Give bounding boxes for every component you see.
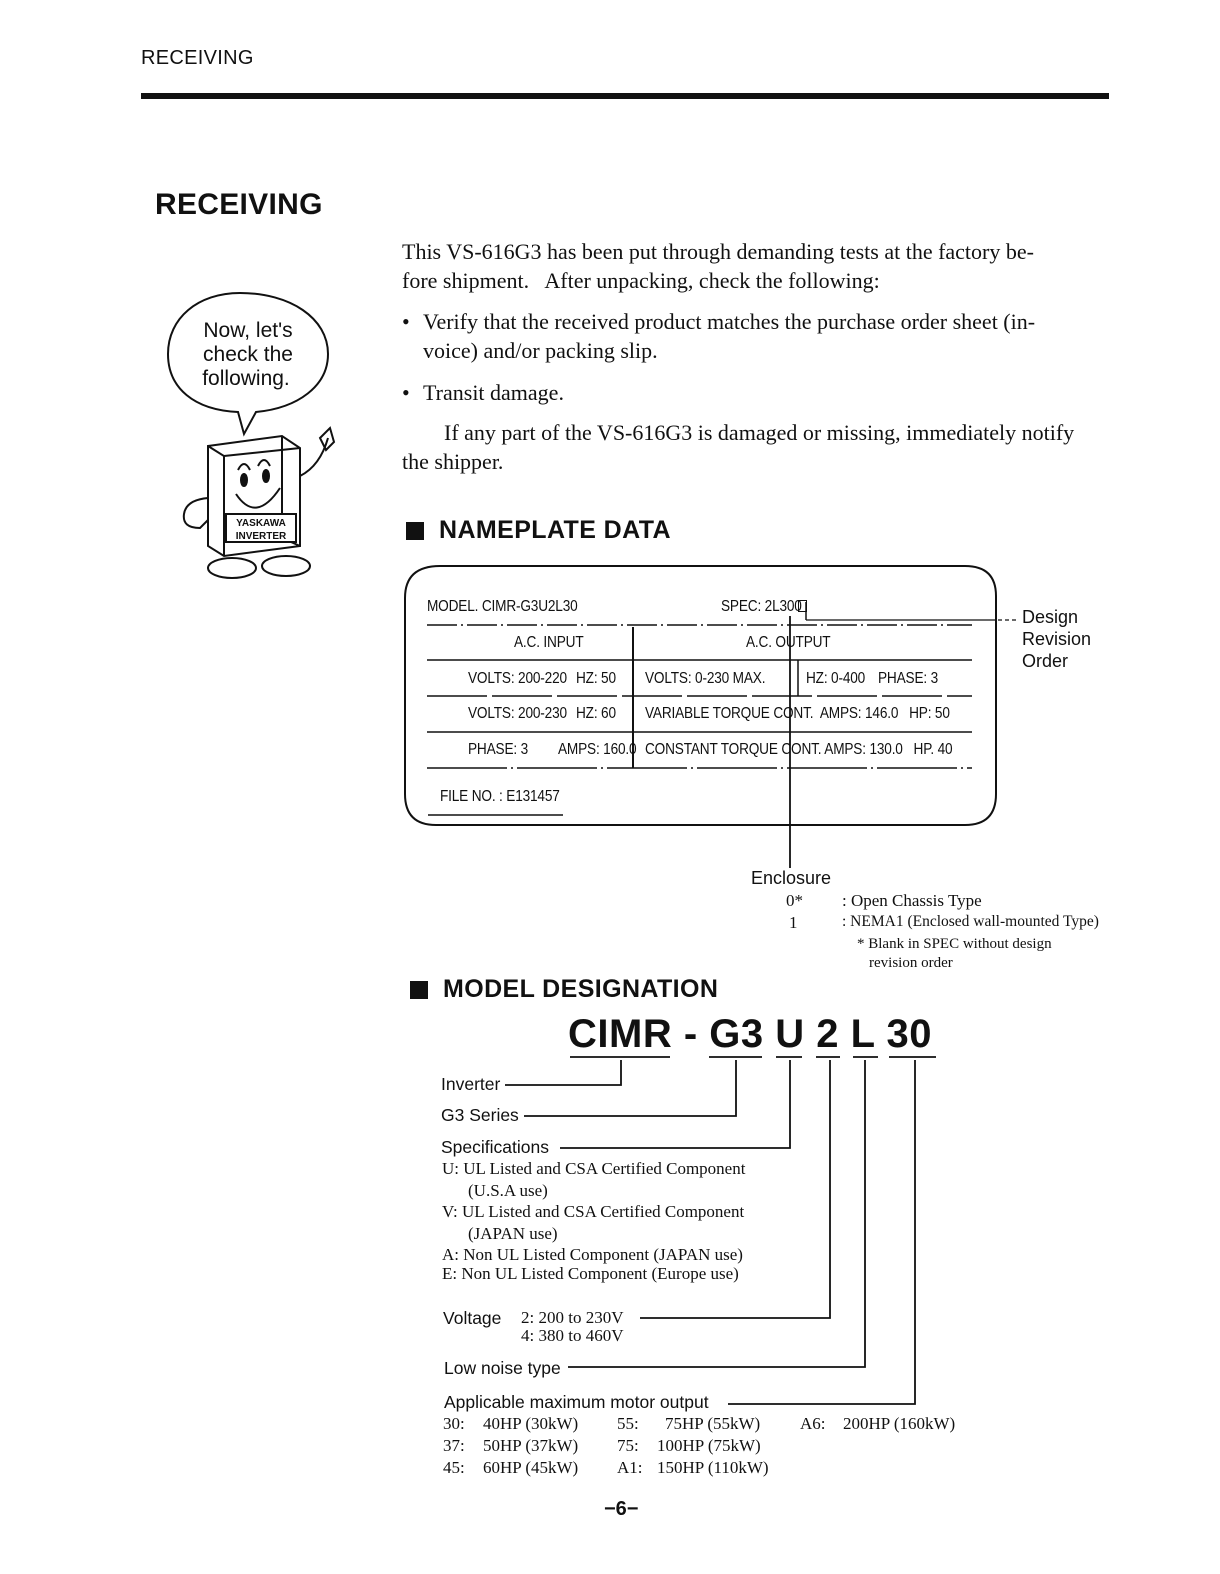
design-line-3: Order — [1022, 651, 1069, 671]
enclosure-desc-0: : Open Chassis Type — [842, 891, 982, 910]
np-row2-in-hz: HZ: 60 — [576, 705, 616, 722]
np-spec: SPEC: 2L300 — [721, 598, 802, 615]
np-row1-out-hz: HZ: 0-400 — [806, 670, 866, 687]
np-row1-in-hz: HZ: 50 — [576, 670, 616, 687]
np-row1-out-volts: VOLTS: 0-230 MAX. — [645, 670, 766, 687]
np-ac-input: A.C. INPUT — [514, 634, 584, 651]
specifications-label: Specifications — [441, 1137, 549, 1157]
speech-line-3: following. — [202, 367, 290, 390]
code-part-cimr: CIMR — [568, 1012, 673, 1056]
design-line-1: Design — [1022, 607, 1079, 627]
np-row3-in-phase: PHASE: 3 — [468, 741, 529, 758]
enclosure-code-1: 1 — [789, 913, 798, 932]
notice-line-1: If any part of the VS-616G3 is damaged or missing, immediately notify — [444, 420, 1075, 445]
intro-line-1: This VS-616G3 has been put through demanding tests at the factory be- — [402, 239, 1034, 264]
output-code: 30: — [443, 1414, 465, 1433]
list-item: • Transit damage. — [402, 380, 564, 405]
np-row2-in-volts: VOLTS: 200-230 — [468, 705, 567, 722]
code-part-g3: G3 — [709, 1012, 764, 1056]
np-row1-out-phase: PHASE: 3 — [878, 670, 939, 687]
page-title: RECEIVING — [155, 188, 323, 221]
speech-line-2: check the — [203, 343, 293, 366]
code-part-dash: - — [683, 1012, 698, 1056]
spec-u-line-2: (U.S.A use) — [468, 1181, 548, 1200]
code-part-voltage: 2 — [816, 1012, 840, 1056]
code-part-low-noise: L — [850, 1012, 875, 1056]
page-number: −6− — [604, 1498, 639, 1520]
spec-u-line-1: U: UL Listed and CSA Certified Component — [442, 1159, 746, 1178]
bullet-1-line-1: Verify that the received product matches the purchase order sheet (in- — [423, 309, 1036, 334]
np-ac-output: A.C. OUTPUT — [746, 634, 831, 651]
badge-line-2: INVERTER — [235, 531, 287, 542]
code-part-spec: U — [775, 1012, 805, 1056]
output-value: 200HP (160kW) — [843, 1414, 956, 1433]
enclosure-title: Enclosure — [751, 868, 832, 888]
np-row3-in-amps: AMPS: 160.0 — [558, 741, 637, 758]
list-item: • Verify that the received product matches the purchase order sheet (in- voice) and/or packing slip. — [402, 309, 1036, 363]
output-code: 45: — [443, 1458, 465, 1477]
intro-line-2: fore shipment. After unpacking, check the following: — [402, 268, 880, 293]
enclosure-desc-1: : NEMA1 (Enclosed wall-mounted Type) — [842, 913, 1099, 930]
np-model: MODEL. CIMR-G3U2L30 — [427, 598, 578, 615]
nameplate-heading: NAMEPLATE DATA — [406, 516, 671, 545]
output-value: 150HP (110kW) — [657, 1458, 769, 1477]
output-value: 60HP (45kW) — [483, 1458, 579, 1477]
max-output-label: Applicable maximum motor output — [444, 1392, 709, 1412]
output-code: 55: — [617, 1414, 639, 1433]
output-value: 50HP (37kW) — [483, 1436, 579, 1455]
output-value: 100HP (75kW) — [657, 1436, 761, 1455]
bullet-1-line-2: voice) and/or packing slip. — [423, 338, 658, 363]
enclosure-note-line-1: * Blank in SPEC without design — [857, 936, 1052, 952]
spec-e-line: E: Non UL Listed Component (Europe use) — [442, 1264, 739, 1283]
badge-line-1: YASKAWA — [236, 518, 286, 529]
speech-line-1: Now, let's — [203, 319, 293, 342]
low-noise-label: Low noise type — [444, 1358, 561, 1378]
design-line-2: Revision — [1022, 629, 1092, 649]
spec-a-line: A: Non UL Listed Component (JAPAN use) — [442, 1245, 743, 1264]
output-code: 37: — [443, 1436, 465, 1455]
model-designation-heading: MODEL DESIGNATION — [410, 975, 718, 1004]
output-code: 75: — [617, 1436, 639, 1455]
output-value: 40HP (30kW) — [483, 1414, 579, 1433]
np-row1-in-volts: VOLTS: 200-220 — [468, 670, 567, 687]
enclosure-code-0: 0* — [786, 891, 803, 910]
code-part-output: 30 — [886, 1012, 933, 1056]
running-head: RECEIVING — [141, 47, 254, 69]
np-row3-out: CONSTANT TORQUE CONT. AMPS: 130.0 HP. 40 — [645, 741, 953, 758]
enclosure-note-line-2: revision order — [869, 955, 953, 971]
voltage-label: Voltage — [443, 1308, 502, 1328]
voltage-option-2: 2: 200 to 230V — [521, 1308, 624, 1327]
np-row2-out: VARIABLE TORQUE CONT. AMPS: 146.0 HP: 50 — [645, 705, 950, 722]
voltage-option-4: 4: 380 to 460V — [521, 1326, 624, 1345]
spec-v-line-2: (JAPAN use) — [468, 1224, 558, 1243]
bullet-2-line-1: Transit damage. — [423, 380, 564, 405]
np-file-no: FILE NO. : E131457 — [440, 788, 560, 805]
output-code: A1: — [617, 1458, 643, 1477]
spec-v-line-1: V: UL Listed and CSA Certified Component — [442, 1202, 745, 1221]
output-code: A6: — [800, 1414, 826, 1433]
notice-line-2: the shipper. — [402, 449, 504, 474]
inverter-label: Inverter — [441, 1074, 501, 1094]
output-value: 75HP (55kW) — [665, 1414, 761, 1433]
g3-series-label: G3 Series — [441, 1105, 519, 1125]
